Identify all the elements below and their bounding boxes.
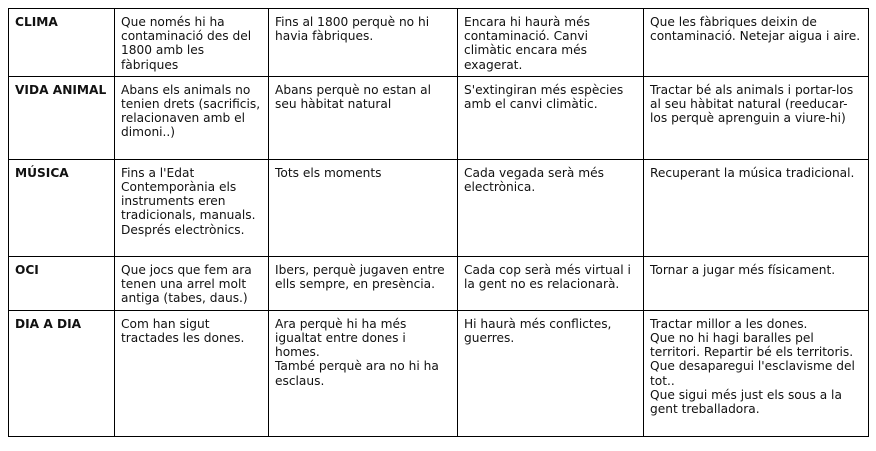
row-label: VIDA ANIMAL xyxy=(9,76,115,159)
table-row-dia-a-dia xyxy=(9,310,869,436)
table-cell: Ibers, perquè jugaven entre ells sempre, en presència. xyxy=(269,256,458,310)
table-cell: Cada cop serà més virtual i la gent no es relacionarà. xyxy=(458,256,644,310)
table-cell: Fins a l'Edat Contemporània els instruments eren tradicionals, manuals. Després electrònics. xyxy=(115,159,269,256)
table-cell: Recuperant la música tradicional. xyxy=(644,159,869,256)
table-cell multiline: Ara perquè hi ha més igualtat entre dones i homes. També perquè ara no hi ha esclaus. xyxy=(269,310,458,436)
row-label: OCI xyxy=(9,256,115,310)
table-row-oci xyxy=(9,256,869,310)
table-cell: Hi haurà més conflictes, guerres. xyxy=(458,310,644,436)
table-cell: Com han sigut tractades les dones. xyxy=(115,310,269,436)
table-cell: Encara hi haurà més contaminació. Canvi climàtic encara més exagerat. xyxy=(458,9,644,77)
table-cell: Abans els animals no tenien drets (sacrificis, relacionaven amb el dimoni..) xyxy=(115,76,269,159)
table-cell: Que les fàbriques deixin de contaminació. Netejar aigua i aire. xyxy=(644,9,869,77)
table-cell: Tornar a jugar més físicament. xyxy=(644,256,869,310)
table-row-vida-animal xyxy=(9,76,869,159)
row-label: DIA A DIA xyxy=(9,310,115,436)
table-cell: Abans perquè no estan al seu hàbitat natural xyxy=(269,76,458,159)
table-cell: Cada vegada serà més electrònica. xyxy=(458,159,644,256)
row-label: CLIMA xyxy=(9,9,115,77)
table-cell: Tots els moments xyxy=(269,159,458,256)
table-cell: Fins al 1800 perquè no hi havia fàbriques. xyxy=(269,9,458,77)
table-cell: Tractar bé als animals i portar-los al seu hàbitat natural (reeducar-los perquè aprenguin a viure-hi) xyxy=(644,76,869,159)
row-label: MÚSICA xyxy=(9,159,115,256)
table-cell: Que només hi ha contaminació des del 1800 amb les fàbriques xyxy=(115,9,269,77)
table-row-musica xyxy=(9,159,869,256)
table-cell: Que jocs que fem ara tenen una arrel molt antiga (tabes, daus.) xyxy=(115,256,269,310)
table-row-clima xyxy=(9,9,869,77)
comparison-table xyxy=(8,8,869,437)
table-cell: S'extingiran més espècies amb el canvi climàtic. xyxy=(458,76,644,159)
table-cell multiline: Tractar millor a les dones. Que no hi hagi baralles pel territori. Repartir bé els territoris. Que desaparegui l'esclavisme del tot.. Que sigui més just els sous a la gent treballadora. xyxy=(644,310,869,436)
